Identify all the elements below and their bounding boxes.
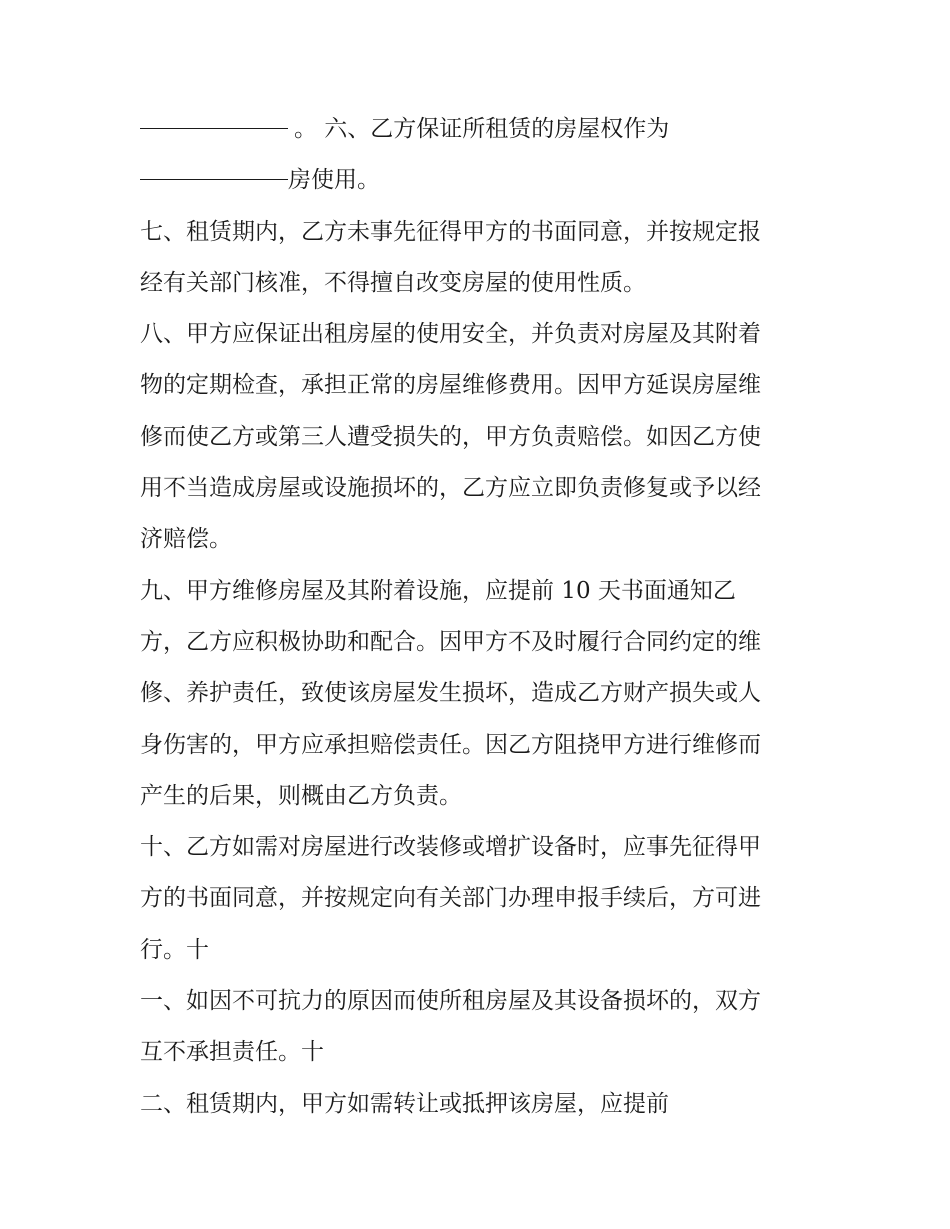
text-line: 修、养护责任，致使该房屋发生损坏，造成乙方财产损失或人 xyxy=(140,680,761,707)
fill-in-blank xyxy=(140,179,288,180)
text-line: 二、租赁期内，甲方如需转让或抵押该房屋，应提前 xyxy=(140,1090,669,1117)
text-line: 八、甲方应保证出租房屋的使用安全，并负责对房屋及其附着 xyxy=(140,321,761,348)
text-line: 方的书面同意，并按规定向有关部门办理申报手续后，方可进 xyxy=(140,885,761,912)
text-line: 用不当造成房屋或设施损坏的，乙方应立即负责修复或予以经 xyxy=(140,475,761,502)
text-line: 身伤害的，甲方应承担赔偿责任。因乙方阻挠甲方进行维修而 xyxy=(140,731,761,758)
text-line: 物的定期检查，承担正常的房屋维修费用。因甲方延误房屋维 xyxy=(140,372,761,399)
text-line: 房使用。 xyxy=(140,155,830,206)
document-body xyxy=(140,104,830,1130)
text-line: 。 六、乙方保证所租赁的房屋权作为 xyxy=(140,104,830,155)
text-line: 经有关部门核准，不得擅自改变房屋的使用性质。 xyxy=(140,269,646,296)
text-line: 方，乙方应积极协助和配合。因甲方不及时履行合同约定的维 xyxy=(140,628,761,655)
text-line: 产生的后果，则概由乙方负责。 xyxy=(140,782,462,809)
fill-in-blank xyxy=(140,128,288,129)
text-line: 互不承担责任。十 xyxy=(140,1039,324,1066)
text-line: 济赔偿。 xyxy=(140,526,232,553)
text-line: 七、租赁期内，乙方未事先征得甲方的书面同意，并按规定报 xyxy=(140,218,761,245)
text-line: 修而使乙方或第三人遭受损失的，甲方负责赔偿。如因乙方使 xyxy=(140,423,761,450)
text-line: 十、乙方如需对房屋进行改装修或增扩设备时，应事先征得甲 xyxy=(140,834,761,861)
text-line: 一、如因不可抗力的原因而使所租房屋及其设备损坏的，双方 xyxy=(140,988,761,1015)
text-line: 九、甲方维修房屋及其附着设施，应提前 10 天书面通知乙 xyxy=(140,577,736,604)
text-line: 行。十 xyxy=(140,936,209,963)
